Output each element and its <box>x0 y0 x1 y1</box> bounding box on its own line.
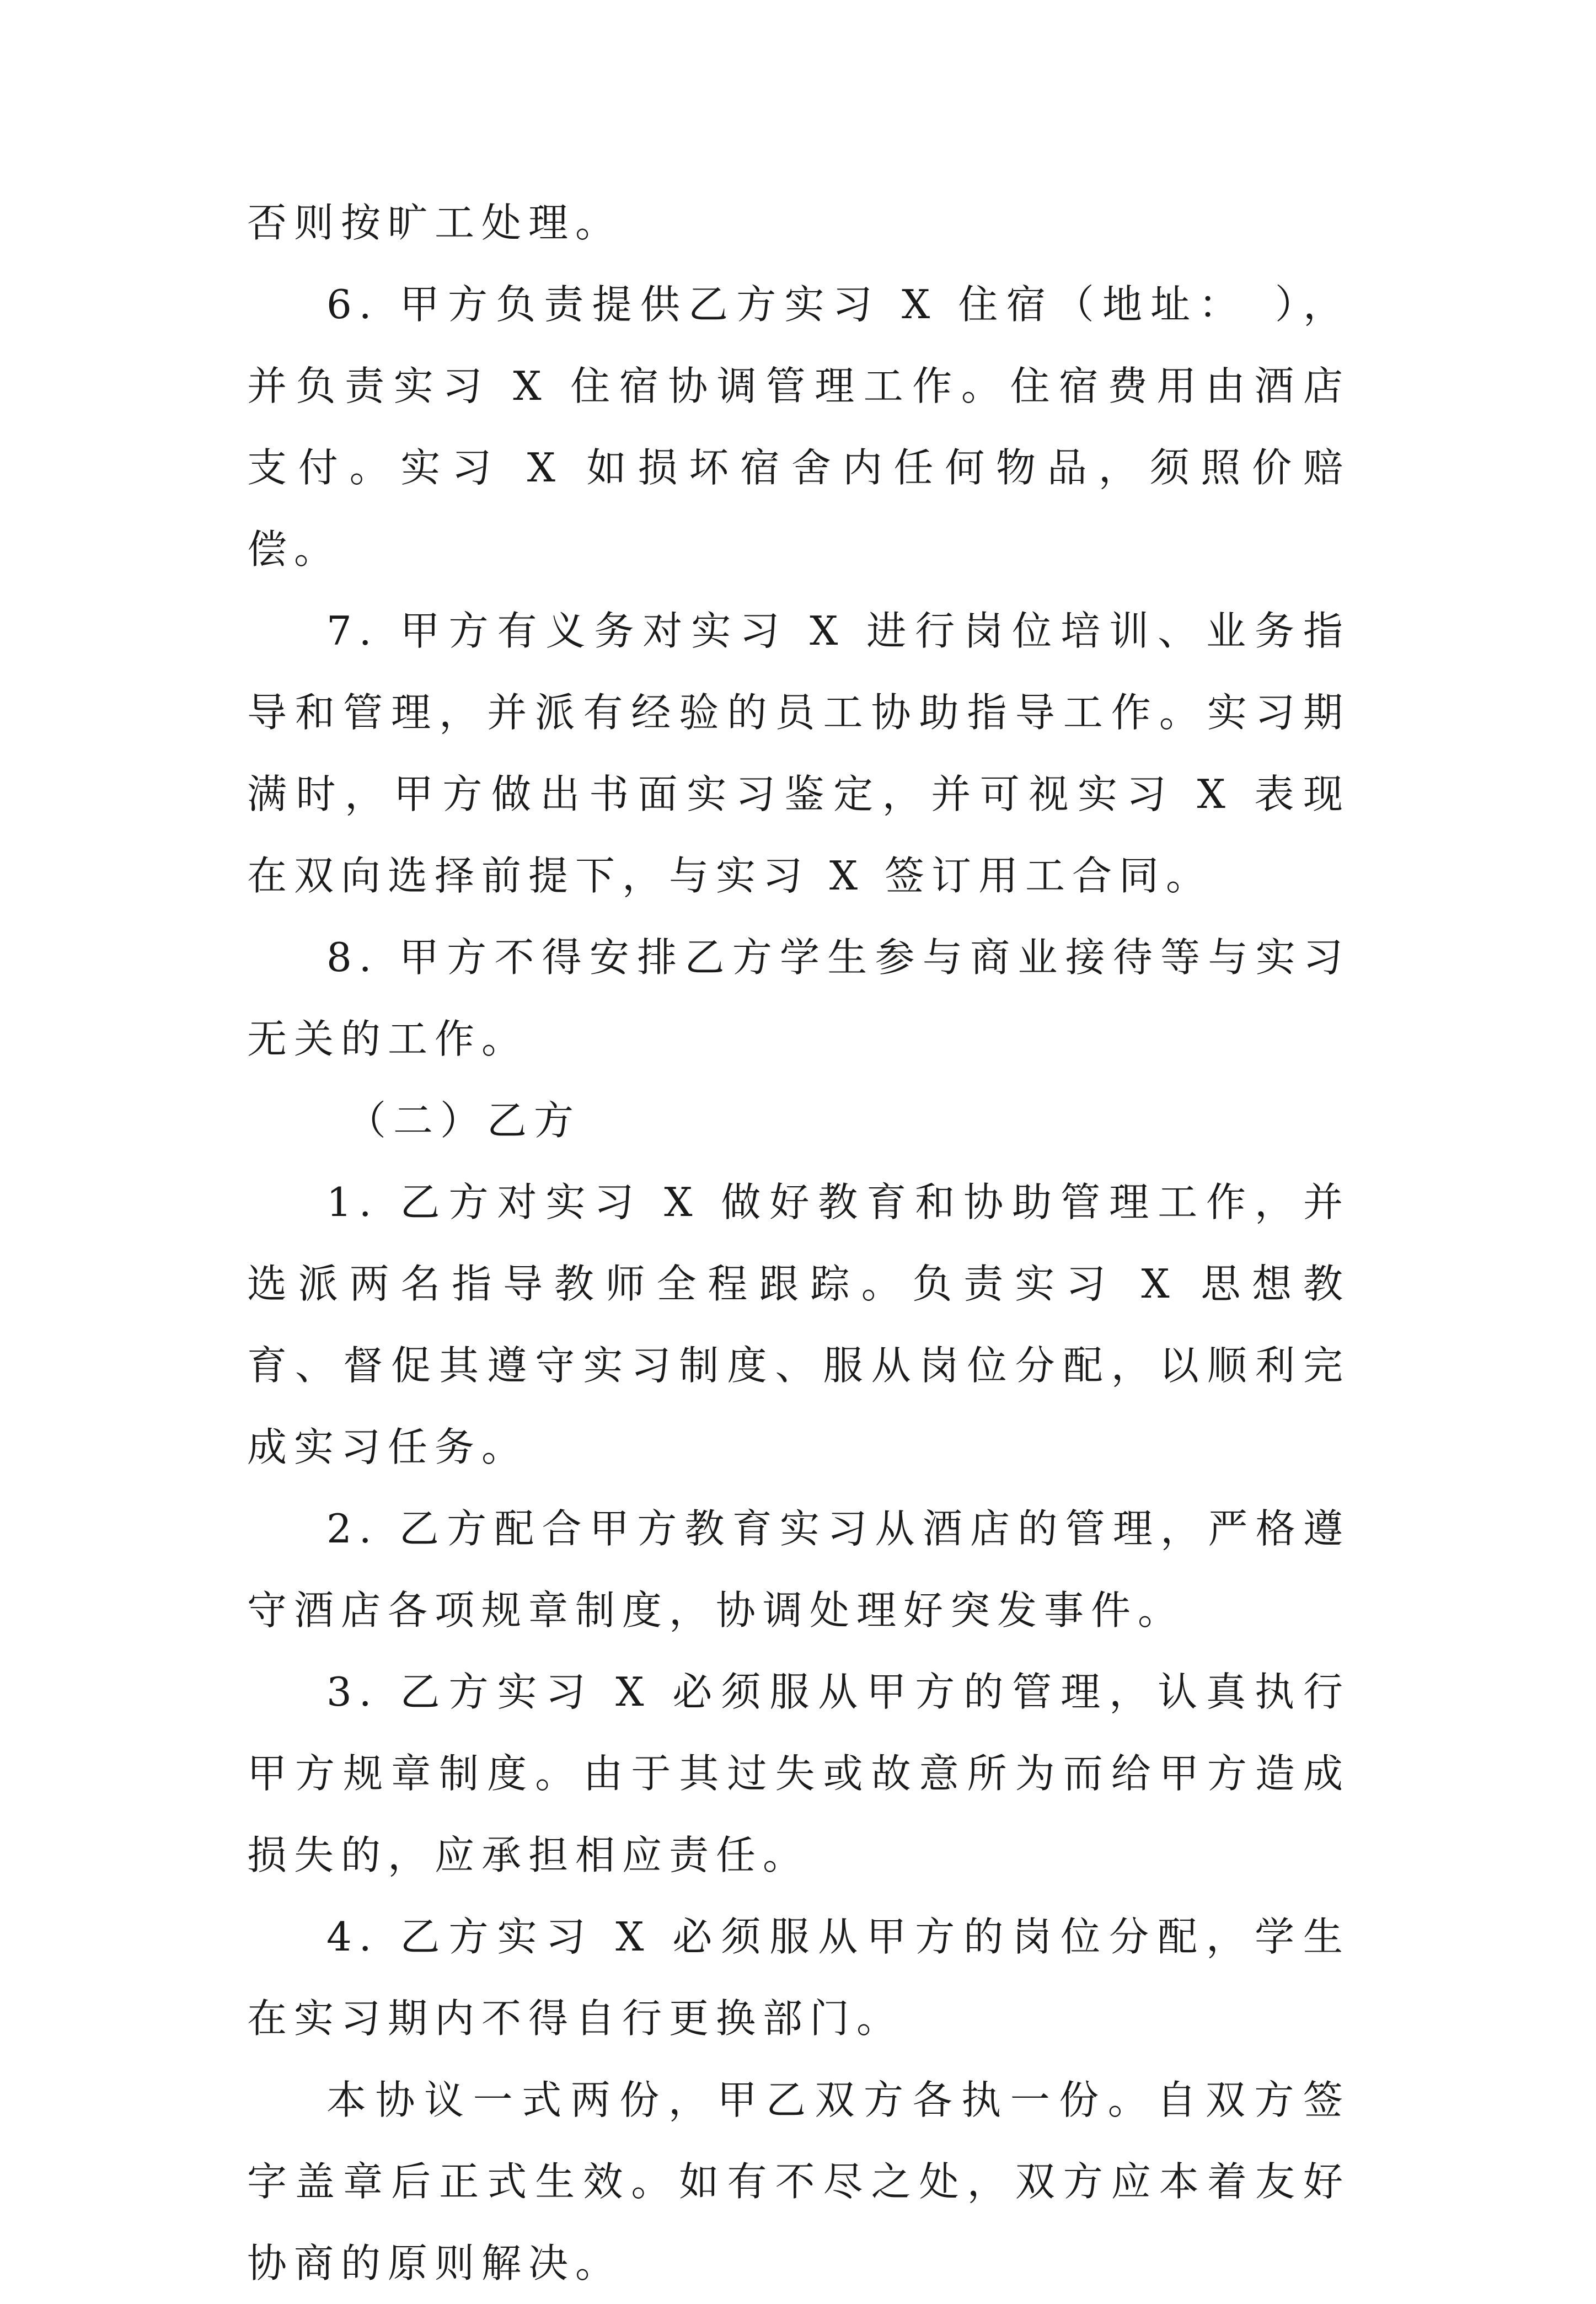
section-heading-party-b: （二）乙方 <box>346 1097 581 1144</box>
paragraph-party-a-item-8: 8. 甲方不得安排乙方学生参与商业接待等与实习无关的工作。 <box>247 934 1350 1062</box>
paragraph-party-a-item-6: 6. 甲方负责提供乙方实习 X 住宿（地址： ），并负责实习 X 住宿协调管理工作。住宿费用由酒店支付。实习 X 如损坏宿舍内任何物品，须照价赔偿。 <box>247 281 1350 572</box>
paragraph-party-a-item-7: 7. 甲方有义务对实习 X 进行岗位培训、业务指导和管理，并派有经验的员工协助指导工作。实习期满时，甲方做出书面实习鉴定，并可视实习 X 表现在双向选择前提下，与实习 X 签订用工合同。 <box>247 608 1350 899</box>
paragraph-party-b-item-4: 4. 乙方实习 X 必须服从甲方的岗位分配，学生在实习期内不得自行更换部门。 <box>247 1914 1350 2042</box>
paragraph-party-b-item-2: 2. 乙方配合甲方教育实习从酒店的管理，严格遵守酒店各项规章制度，协调处理好突发事件。 <box>247 1505 1350 1633</box>
paragraph-party-b-item-3: 3. 乙方实习 X 必须服从甲方的管理，认真执行甲方规章制度。由于其过失或故意所为而给甲方造成损失的，应承担相应责任。 <box>247 1669 1350 1878</box>
paragraph-closing: 本协议一式两份，甲乙双方各执一份。自双方签字盖章后正式生效。如有不尽之处，双方应本着友好协商的原则解决。 <box>247 2077 1350 2286</box>
document-body <box>247 182 1350 2304</box>
paragraph-continuation: 否则按旷工处理。 <box>247 200 623 246</box>
paragraph-party-b-item-1: 1. 乙方对实习 X 做好教育和协助管理工作，并选派两名指导教师全程跟踪。负责实习 X 思想教育、督促其遵守实习制度、服从岗位分配，以顺利完成实习任务。 <box>247 1179 1350 1470</box>
